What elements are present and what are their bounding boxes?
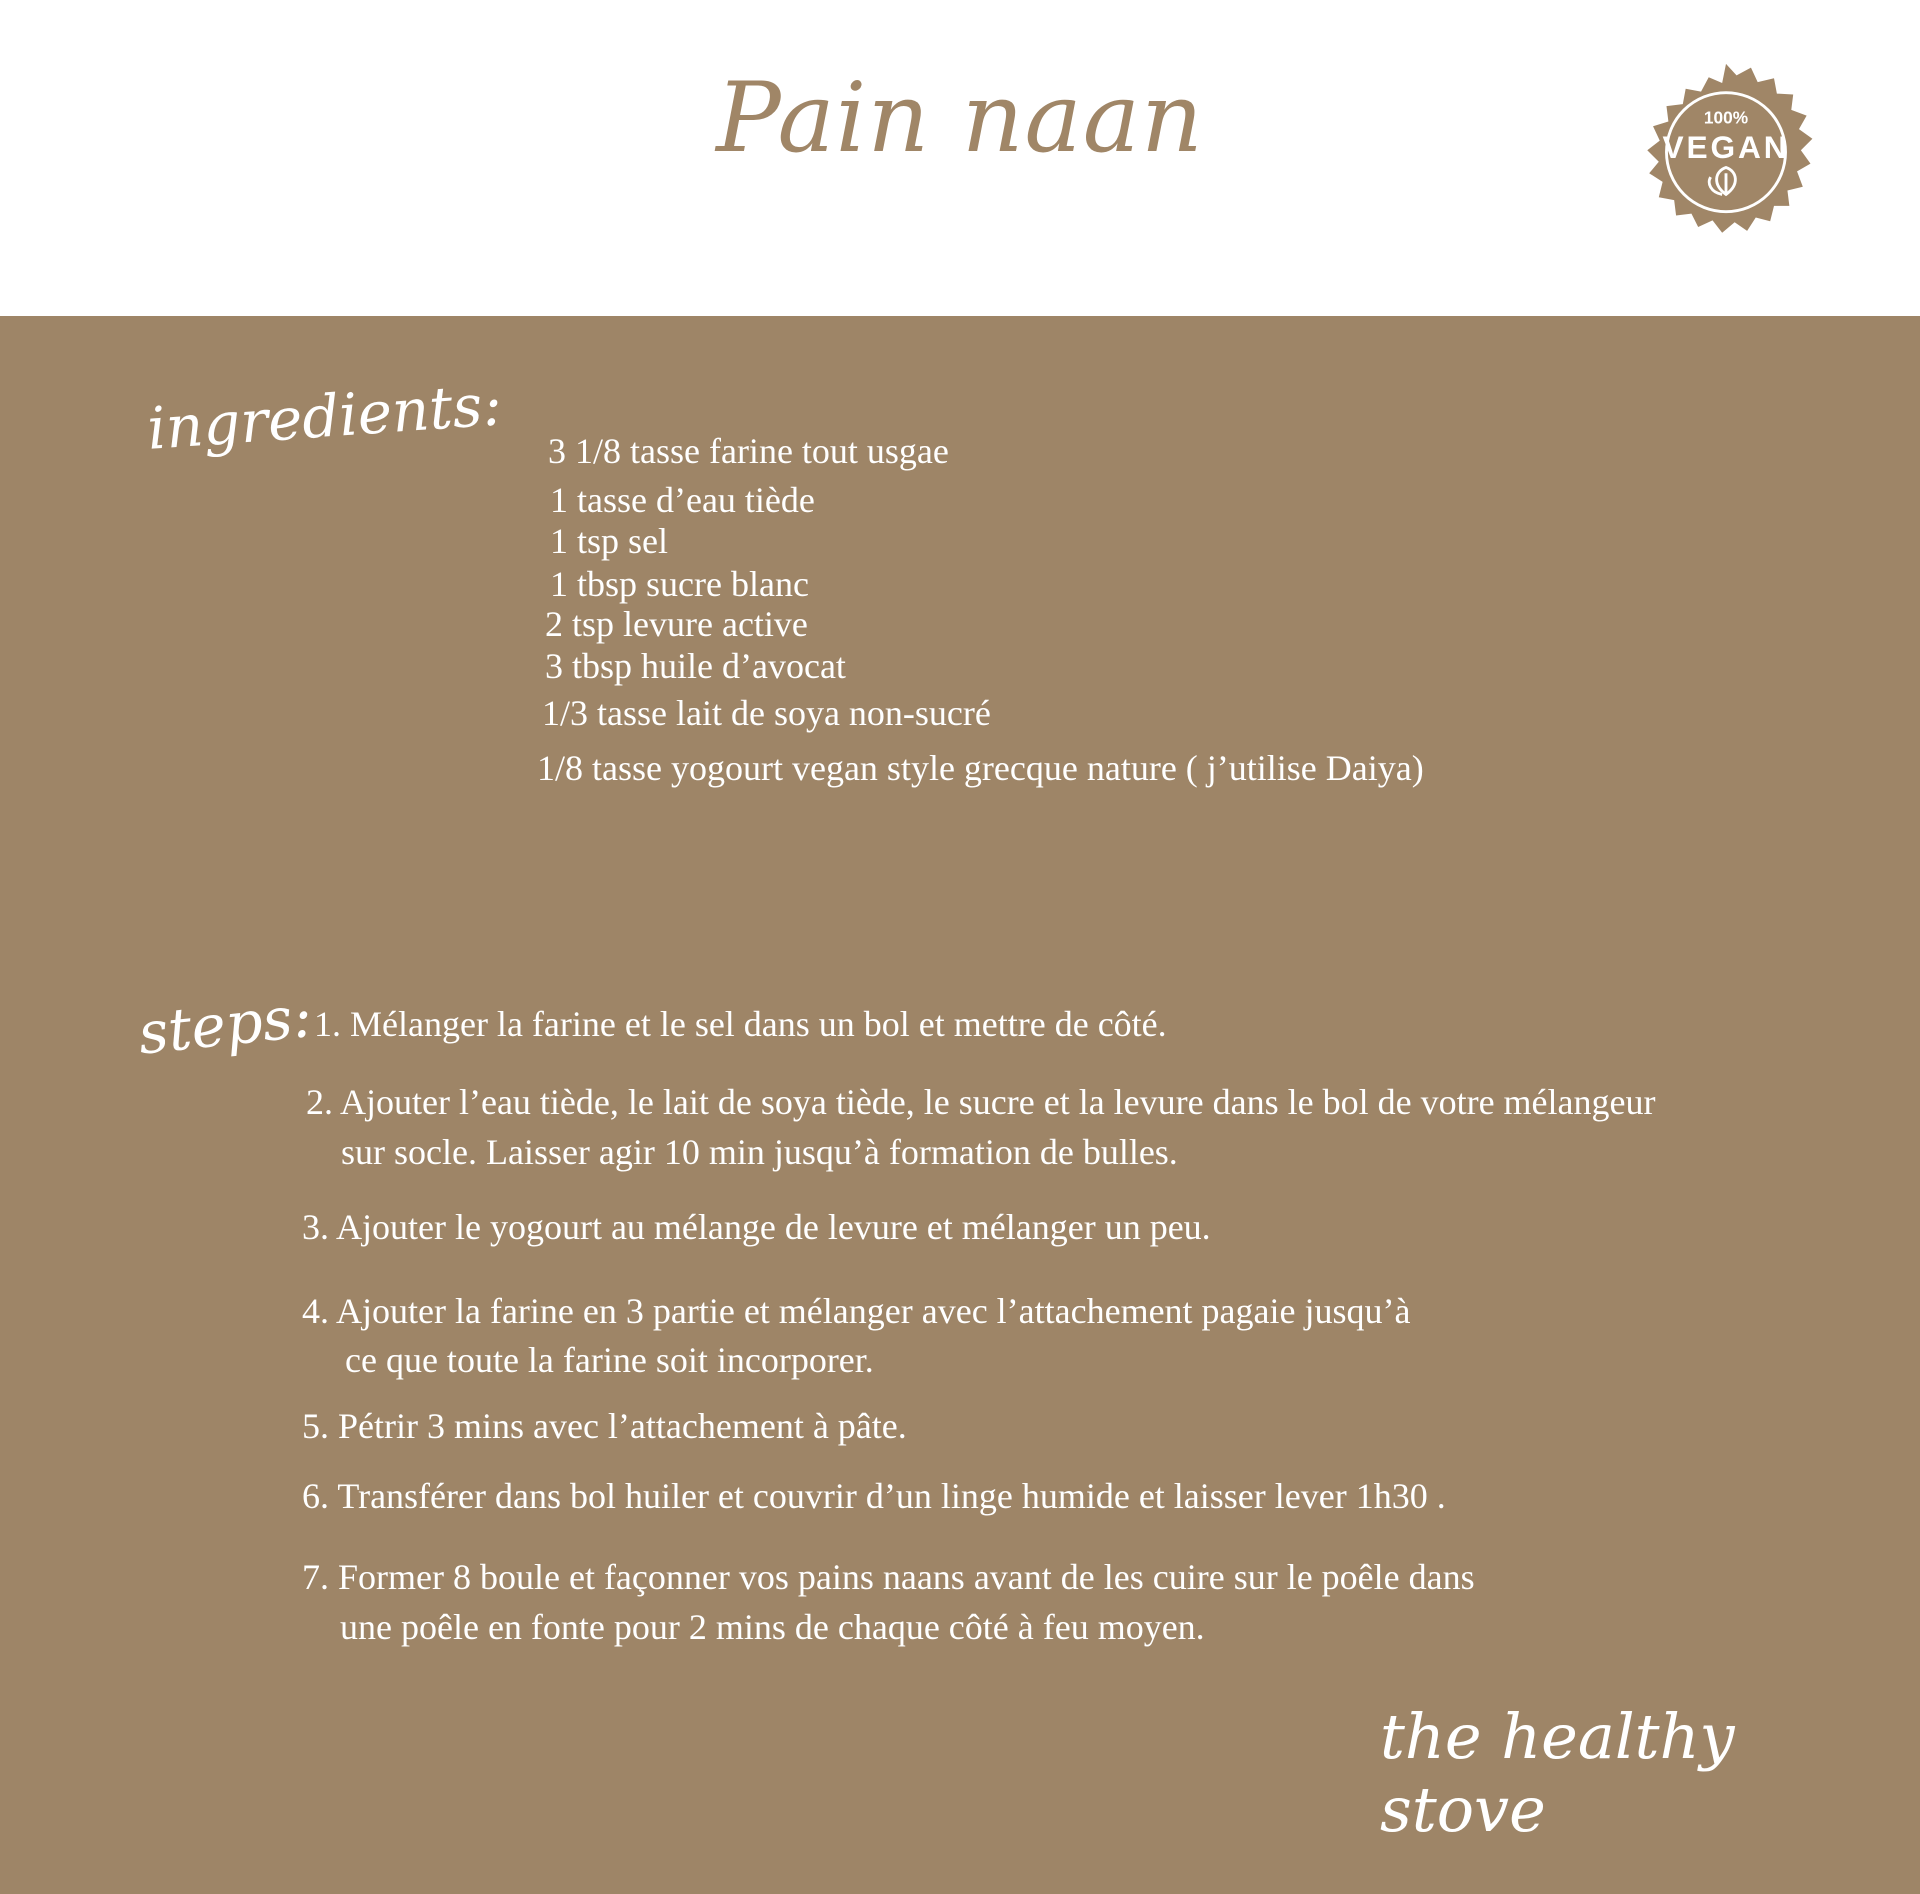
step-line: 1. Mélanger la farine et le sel dans un bol et mettre de côté. — [314, 1004, 1167, 1044]
badge-label: VEGAN — [1662, 128, 1790, 165]
ingredient-item: 3 1/8 tasse farine tout usgae — [548, 431, 949, 471]
header — [0, 0, 1920, 316]
vegan-seal-icon — [1630, 60, 1822, 252]
ingredient-item: 1 tsp sel — [550, 521, 669, 561]
step-line: 6. Transférer dans bol huiler et couvrir d’un linge humide et laisser lever 1h30 . — [302, 1476, 1446, 1516]
badge-percent: 100% — [1703, 107, 1749, 128]
step-line: ce que toute la farine soit incorporer. — [345, 1340, 874, 1380]
step-line: 7. Former 8 boule et façonner vos pains naans avant de les cuire sur le poêle dans — [302, 1557, 1475, 1597]
ingredient-item: 1 tasse d’eau tiède — [550, 480, 815, 520]
ingredient-item: 1 tbsp sucre blanc — [550, 564, 809, 604]
signature: the healthy stove — [1380, 1700, 1735, 1846]
page-title: Pain naan — [716, 62, 1204, 174]
ingredient-item: 2 tsp levure active — [545, 604, 808, 644]
step-line: une poêle en fonte pour 2 mins de chaque côté à feu moyen. — [340, 1607, 1205, 1647]
steps-label: steps: — [135, 981, 315, 1068]
ingredient-item: 1/3 tasse lait de soya non-sucré — [542, 693, 991, 733]
step-line: 2. Ajouter l’eau tiède, le lait de soya tiède, le sucre et la levure dans le bol de votre mélangeur — [306, 1082, 1656, 1122]
step-line: sur socle. Laisser agir 10 min jusqu’à formation de bulles. — [341, 1132, 1178, 1172]
ingredient-item: 3 tbsp huile d’avocat — [545, 646, 846, 686]
ingredient-item: 1/8 tasse yogourt vegan style grecque nature ( j’utilise Daiya) — [537, 748, 1424, 788]
step-line: 3. Ajouter le yogourt au mélange de levure et mélanger un peu. — [302, 1207, 1211, 1247]
step-line: 5. Pétrir 3 mins avec l’attachement à pâte. — [302, 1406, 907, 1446]
ingredients-label: ingredients: — [145, 370, 504, 463]
step-line: 4. Ajouter la farine en 3 partie et mélanger avec l’attachement pagaie jusqu’à — [302, 1291, 1411, 1331]
